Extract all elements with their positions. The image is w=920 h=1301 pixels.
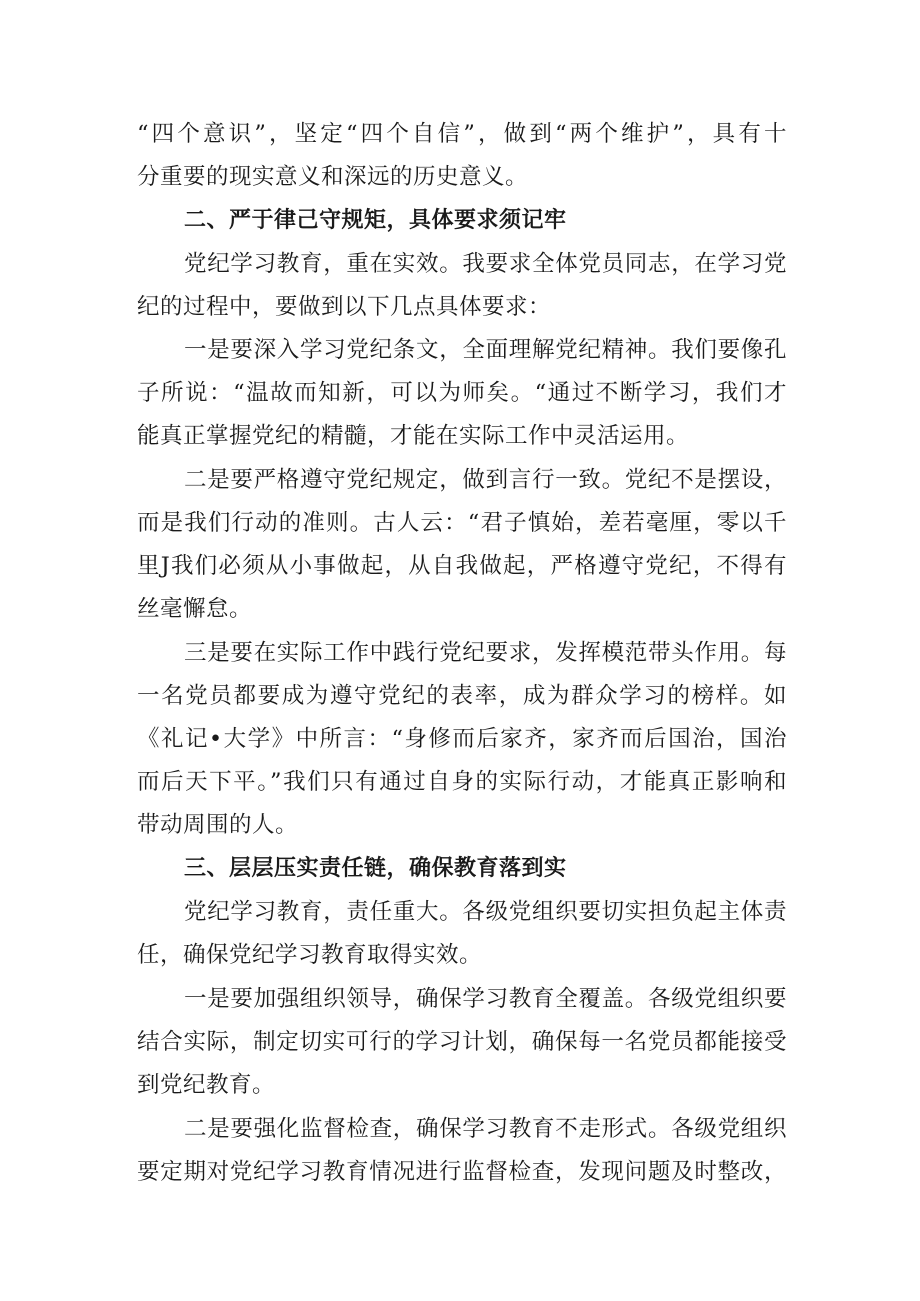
text-line: 一名党员都要成为遵守党纪的表率，成为群众学习的榜样。如 xyxy=(137,683,787,709)
section-heading: 三、层层压实责任链，确保教育落到实 xyxy=(184,856,567,881)
text-line: 带动周围的人。 xyxy=(137,812,299,838)
text-line: 三是要在实际工作中践行党纪要求，发挥模范带头作用。每 xyxy=(184,640,787,666)
text-line: 党纪学习教育，重在实效。我要求全体党员同志，在学习党 xyxy=(184,251,787,277)
text-line: 而后天下平。”我们只有通过自身的实际行动，才能真正影响和 xyxy=(137,769,787,795)
text-line: “四个意识”，坚定“四个自信”，做到“两个维护”，具有十 xyxy=(137,121,787,147)
text-line: 结合实际，制定切实可行的学习计划，确保每一名党员都能接受 xyxy=(137,1029,787,1055)
text-line: 纪的过程中，要做到以下几点具体要求： xyxy=(137,294,552,320)
text-line: 里J我们必须从小事做起，从自我做起，严格遵守党纪，不得有 xyxy=(137,553,787,579)
text-line: 二是要严格遵守党纪规定，做到言行一致。党纪不是摆设， xyxy=(184,467,787,493)
text-line: 一是要深入学习党纪条文，全面理解党纪精神。我们要像孔 xyxy=(184,337,787,363)
text-line: 子所说：“温故而知新，可以为师矣。“通过不断学习，我们才 xyxy=(137,380,787,406)
text-line: 而是我们行动的准则。古人云：“君子慎始，差若毫厘，零以千 xyxy=(137,510,787,536)
text-line: 二是要强化监督检查，确保学习教育不走形式。各级党组织 xyxy=(184,1116,787,1142)
text-line: 能真正掌握党纪的精髓，才能在实际工作中灵活运用。 xyxy=(137,423,690,449)
section-heading: 二、严于律己守规矩，具体要求须记牢 xyxy=(184,208,567,233)
text-line: 到党纪教育。 xyxy=(137,1072,276,1098)
text-line: 丝毫懈怠。 xyxy=(137,596,253,622)
text-line: 《礼记•大学》中所言：“身修而后家齐，家齐而后国治，国治 xyxy=(137,726,787,752)
text-line: 党纪学习教育，责任重大。各级党组织要切实担负起主体责 xyxy=(184,899,787,925)
text-line: 一是要加强组织领导，确保学习教育全覆盖。各级党组织要 xyxy=(184,986,787,1012)
text-line: 任，确保党纪学习教育取得实效。 xyxy=(137,942,483,968)
text-line: 分重要的现实意义和深远的历史意义。 xyxy=(137,164,529,190)
text-line: 要定期对党纪学习教育情况进行监督检查，发现问题及时整改， xyxy=(137,1159,787,1185)
